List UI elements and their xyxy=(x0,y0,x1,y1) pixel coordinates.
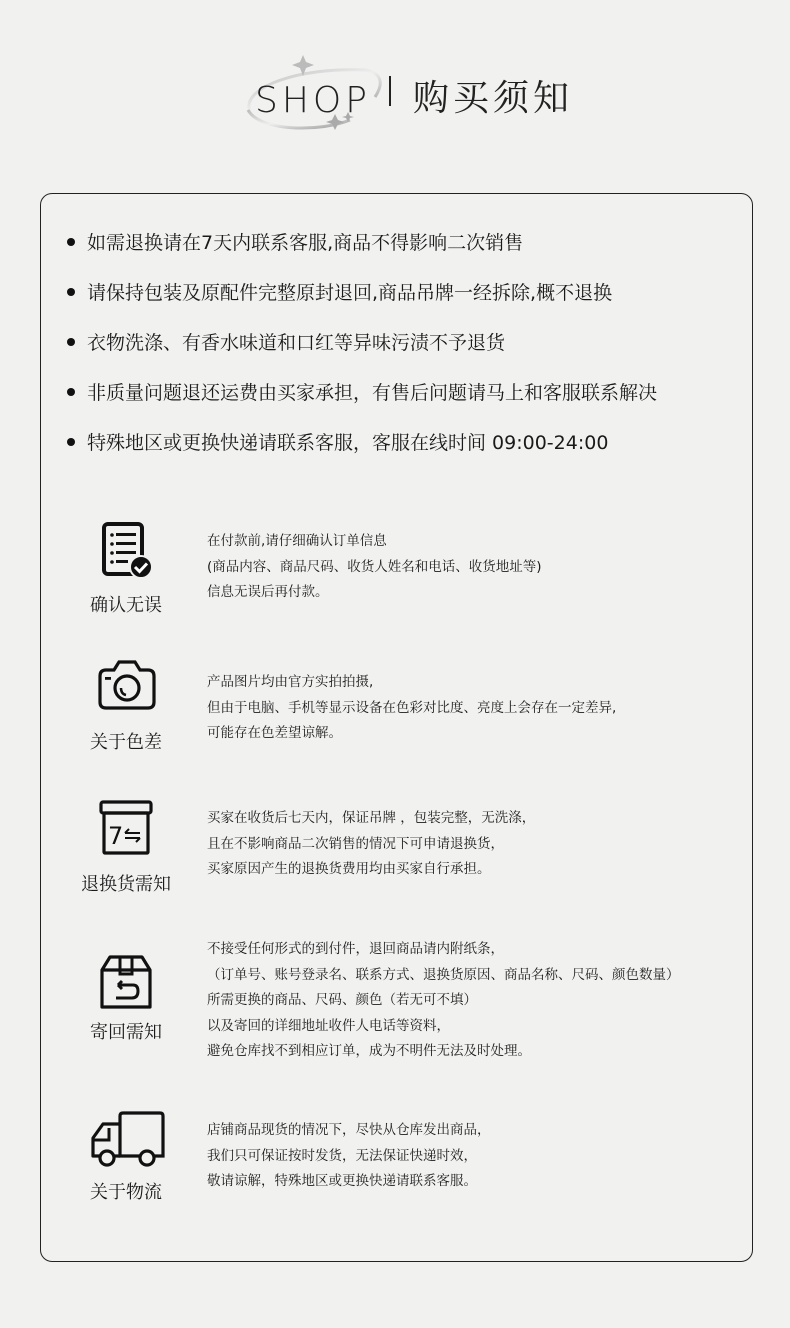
header-divider xyxy=(389,76,391,106)
text-line: 避免仓库找不到相应订单，成为不明件无法及时处理。 xyxy=(207,1043,531,1059)
logo-text: SHOP xyxy=(255,80,371,121)
seven-day-return-box-icon xyxy=(96,798,156,858)
text-line: 不接受任何形式的到付件，退回商品请内附纸条， xyxy=(207,941,504,957)
section-text xyxy=(207,806,535,883)
bullet-icon xyxy=(67,238,75,246)
text-line: （订单号、账号登录名、联系方式、退换货原因、商品名称、尺码、颜色数量） xyxy=(207,966,680,983)
checklist-icon xyxy=(96,521,156,581)
text-line: 可能存在色差望谅解。 xyxy=(207,725,342,741)
text-line: 产品图片均由官方实拍拍摄, xyxy=(207,674,374,690)
rule-item xyxy=(67,280,612,306)
section-label: 退换货需知 xyxy=(81,874,171,895)
bullet-icon xyxy=(67,438,75,446)
text-line: 店铺商品现货的情况下，尽快从仓库发出商品， xyxy=(207,1122,491,1138)
text-line: 我们只可保证按时发货，无法保证快递时效， xyxy=(207,1147,477,1164)
section-text xyxy=(207,529,542,606)
page-title: 购买须知 xyxy=(413,78,574,119)
section-text xyxy=(207,670,616,747)
text-line: 所需更换的商品、尺码、颜色（若无可不填） xyxy=(207,992,477,1008)
page-header xyxy=(0,40,790,150)
shop-logo xyxy=(240,52,390,138)
text-line: 以及寄回的详细地址收件人电话等资料， xyxy=(207,1017,450,1034)
rule-item xyxy=(67,230,523,256)
camera-icon xyxy=(94,656,160,716)
text-line: 信息无误后再付款。 xyxy=(207,584,329,600)
text-line: 买家原因产生的退换货费用均由买家自行承担。 xyxy=(207,861,491,877)
rule-item xyxy=(67,380,657,406)
section-text xyxy=(207,937,680,1065)
bullet-icon xyxy=(67,338,75,346)
text-line: 买家在收货后七天内，保证吊牌 ，包装完整，无洗涤， xyxy=(207,810,536,826)
bullet-icon xyxy=(67,288,75,296)
bullet-icon xyxy=(67,388,75,396)
rule-text: 特殊地区或更换快递请联系客服，客服在线时间 09:00-24:00 xyxy=(87,432,609,454)
section-label: 确认无误 xyxy=(90,595,162,616)
delivery-truck-icon xyxy=(89,1110,165,1170)
svg-text:7: 7 xyxy=(108,822,124,850)
text-line: 但由于电脑、手机等显示设备在色彩对比度、亮度上会存在一定差异, xyxy=(207,699,617,716)
rule-text: 非质量问题退还运费由买家承担，有售后问题请马上和客服联系解决 xyxy=(87,382,658,404)
rule-text: 衣物洗涤、有香水味道和口红等异味污渍不予退货 xyxy=(87,332,506,354)
rule-item xyxy=(67,430,608,456)
notice-panel xyxy=(40,193,753,1262)
text-line: 在付款前,请仔细确认订单信息 xyxy=(207,533,387,549)
section-text xyxy=(207,1118,491,1195)
section-label: 关于物流 xyxy=(90,1182,162,1203)
rule-item xyxy=(67,330,505,356)
return-package-icon xyxy=(96,952,156,1012)
section-label: 寄回需知 xyxy=(90,1022,162,1043)
rule-text: 请保持包装及原配件完整原封退回,商品吊牌一经拆除,概不退换 xyxy=(87,282,613,304)
rule-text: 如需退换请在7天内联系客服,商品不得影响二次销售 xyxy=(87,232,524,254)
text-line: 敬请谅解，特殊地区或更换快递请联系客服。 xyxy=(207,1173,477,1189)
text-line: 且在不影响商品二次销售的情况下可申请退换货， xyxy=(207,835,504,852)
section-label: 关于色差 xyxy=(90,732,162,753)
text-line: (商品内容、商品尺码、收货人姓名和电话、收货地址等) xyxy=(207,558,542,575)
